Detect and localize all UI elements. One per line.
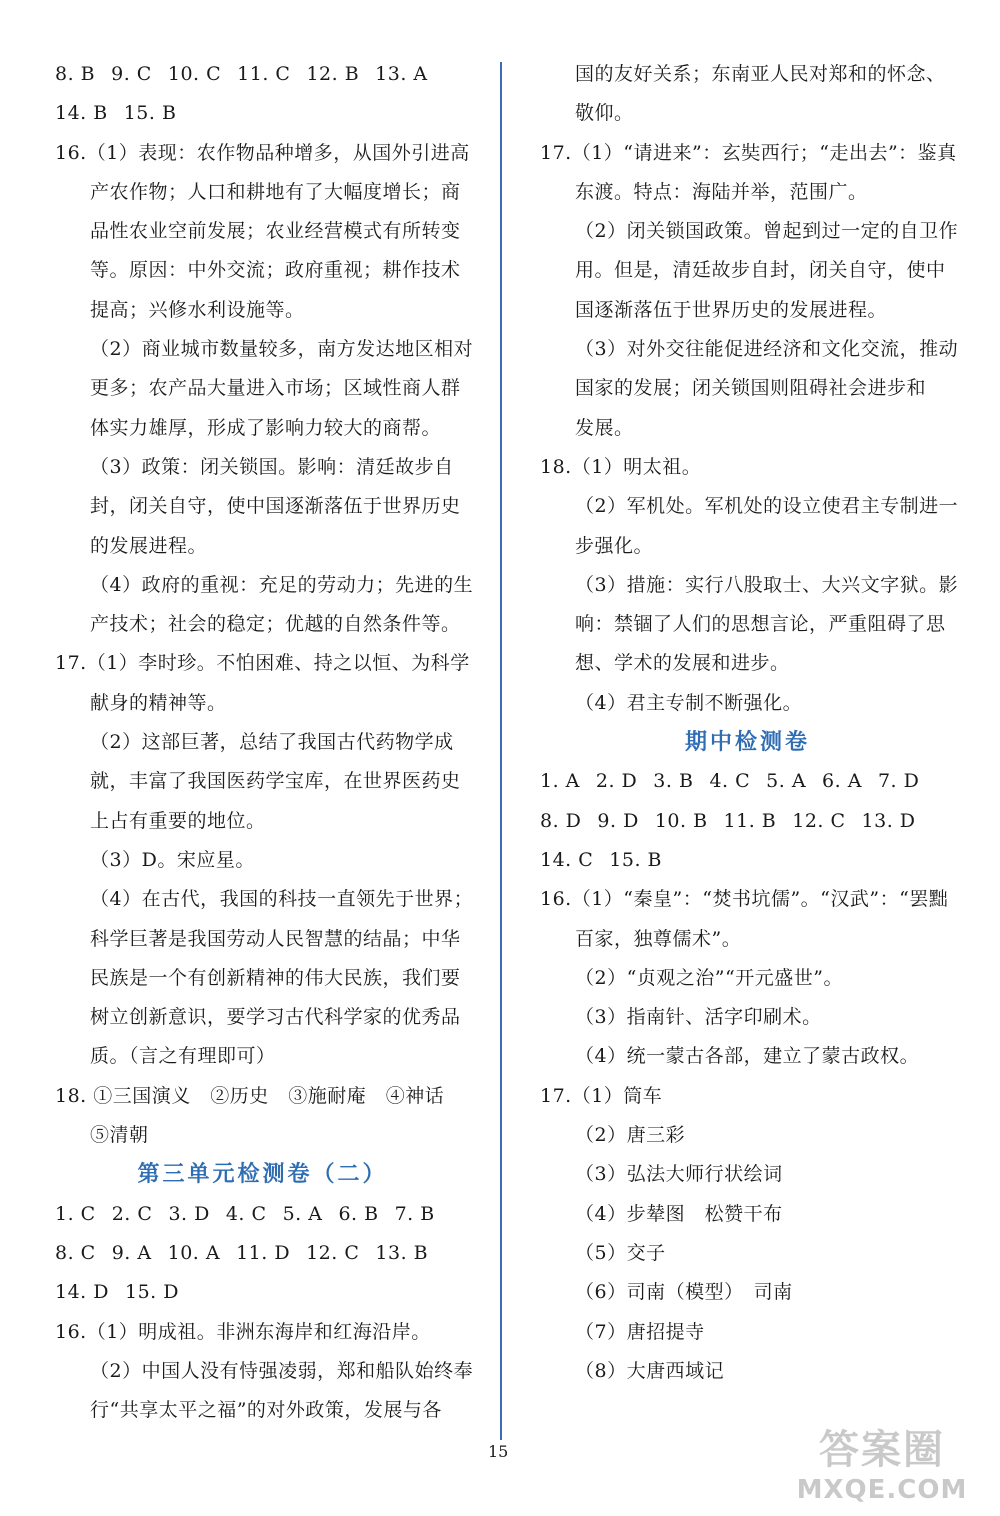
text-line: 树立创新意识，要学习古代科学家的优秀品 — [90, 1006, 461, 1029]
answer-item: 13. A — [375, 63, 428, 85]
text-line: 等。原因：中外交流；政府重视；耕作技术 — [90, 259, 461, 282]
text-line: 民族是一个有创新精神的伟大民族，我们要 — [90, 966, 461, 989]
text-line: （2）闭关锁国政策。曾起到过一定的自卫作 — [575, 220, 959, 243]
answer-item: 15. B — [123, 102, 177, 125]
text-line: （8）大唐西域记 — [575, 1359, 725, 1382]
answer-item: 7. D — [877, 770, 920, 793]
answer-item: 15. D — [125, 1281, 179, 1304]
answer-item: 13. D — [861, 809, 916, 832]
page-number: 15 — [488, 1442, 509, 1461]
answer-item: 14. D — [55, 1281, 109, 1304]
answer-row — [55, 1234, 470, 1273]
text-line: 科学巨著是我国劳动人民智慧的结晶；中华 — [90, 927, 461, 950]
section-heading: 第三单元检测卷（二） — [137, 1162, 388, 1188]
answer-item: 9. C — [111, 63, 152, 85]
answer-item: 3. D — [168, 1202, 210, 1225]
answer-item: 11. D — [236, 1241, 291, 1264]
answer-item: 10. C — [167, 63, 222, 85]
text-line: 上占有重要的地位。 — [90, 809, 266, 832]
text-line: 国逐渐落伍于世界历史的发展进程。 — [575, 298, 888, 321]
text-line: 18.（1）明太祖。 — [540, 455, 702, 478]
text-line: （3）弘法大师行状绘词 — [575, 1163, 783, 1186]
text-line: 17.（1）李时珍。不怕困难、持之以恒、为科学 — [55, 652, 470, 675]
answer-item: 12. B — [306, 63, 360, 85]
watermark-text: 答案圈 — [819, 1427, 945, 1473]
text-line: 18. ①三国演义 ②历史 ③施耐庵 ④神话 — [55, 1084, 445, 1107]
text-line: 敬仰。 — [575, 102, 634, 125]
text-line: 产农作物；人口和耕地有了大幅度增长；商 — [90, 180, 461, 203]
column-divider — [500, 62, 502, 1440]
text-line: 想、学术的发展和进步。 — [575, 652, 790, 675]
answer-row — [55, 1195, 470, 1234]
answer-item: 5. A — [766, 770, 807, 793]
right-column — [540, 55, 959, 1391]
text-line: 体实力雄厚，形成了影响力较大的商帮。 — [90, 416, 442, 439]
answer-row — [55, 1273, 470, 1312]
text-line: （6）司南（模型） 司南 — [575, 1281, 793, 1304]
answer-item: 11. C — [237, 63, 291, 85]
text-line: 国的友好关系；东南亚人民对郑和的怀念、 — [575, 63, 946, 85]
answer-row — [540, 802, 955, 841]
text-line: 就，丰富了我国医药学宝库，在世界医药史 — [90, 770, 461, 793]
answer-item: 1. C — [55, 1202, 96, 1225]
text-line: 的发展进程。 — [90, 534, 208, 557]
text-line: 16.（1）“秦皇”：“焚书坑儒”。“汉武”：“罢黜 — [540, 888, 949, 911]
text-line: （2）中国人没有恃强凌弱，郑和船队始终奉 — [90, 1359, 474, 1382]
answer-item: 13. B — [375, 1241, 429, 1264]
answer-item: 9. D — [597, 809, 639, 832]
text-line: ⑤清朝 — [90, 1124, 149, 1147]
answer-item: 12. C — [306, 1241, 360, 1264]
watermark-url: MXQE.COM — [796, 1475, 968, 1505]
answer-item: 1. A — [540, 770, 580, 793]
text-line: （5）交子 — [575, 1241, 666, 1264]
answer-row — [540, 841, 955, 880]
text-line: 更多；农产品大量进入市场；区域性商人群 — [90, 377, 461, 400]
text-line: 16.（1）明成祖。非洲东海岸和红海沿岸。 — [55, 1320, 431, 1343]
answer-item: 4. C — [225, 1202, 267, 1225]
answer-item: 5. A — [282, 1202, 323, 1225]
text-line: 17.（1）筒车 — [540, 1084, 663, 1107]
text-line: （7）唐招提寺 — [575, 1320, 705, 1343]
text-line: （2）商业城市数量较多，南方发达地区相对 — [90, 338, 474, 361]
answer-item: 6. A — [822, 770, 862, 793]
text-line: 东渡。特点：海陆并举，范围广。 — [575, 180, 868, 203]
text-line: 提高；兴修水利设施等。 — [90, 298, 305, 321]
section-heading: 期中检测卷 — [684, 730, 810, 756]
answer-item: 15. B — [609, 848, 663, 871]
text-line: 16.（1）表现：农作物品种增多，从国外引进高 — [55, 141, 470, 164]
answer-item: 2. C — [111, 1202, 153, 1225]
answer-item: 8. C — [55, 1241, 96, 1264]
text-line: （4）政府的重视：充足的劳动力；先进的生 — [90, 573, 474, 596]
watermark-logo — [782, 1418, 982, 1508]
text-line: （3）指南针、活字印刷术。 — [575, 1006, 822, 1029]
text-line: （3）D。宋应星。 — [90, 848, 255, 871]
answer-item: 3. B — [653, 770, 694, 793]
text-line: （3）对外交往能促进经济和文化交流，推动 — [575, 338, 959, 361]
text-line: 封，闭关自守，使中国逐渐落伍于世界历史 — [90, 495, 461, 518]
answer-row — [55, 94, 470, 133]
text-line: （4）步辇图 松赞干布 — [575, 1202, 783, 1225]
text-line: （2）这部巨著，总结了我国古代药物学成 — [90, 731, 454, 754]
text-line: 发展。 — [575, 416, 634, 439]
text-line: 步强化。 — [575, 534, 654, 557]
text-line: （4）统一蒙古各部，建立了蒙古政权。 — [575, 1045, 920, 1068]
text-line: 质。（言之有理即可） — [90, 1045, 276, 1068]
text-line: （2）军机处。军机处的设立使君主专制进一 — [575, 495, 959, 518]
answer-item: 8. B — [55, 63, 96, 85]
answer-item: 6. B — [338, 1202, 379, 1225]
text-line: 响：禁锢了人们的思想言论，严重阻碍了思 — [575, 613, 946, 636]
text-line: （4）君主专制不断强化。 — [575, 691, 803, 714]
text-line: 行“共享太平之福”的对外政策，发展与各 — [90, 1399, 442, 1422]
text-line: 百家，独尊儒术”。 — [575, 927, 742, 950]
text-line: 用。但是，清廷故步自封，闭关自守，使中 — [575, 259, 946, 282]
left-column — [55, 55, 474, 1430]
text-line: 品性农业空前发展；农业经营模式有所转变 — [90, 220, 461, 243]
answer-item: 4. C — [709, 770, 751, 793]
text-line: 国家的发展；闭关锁国则阻碍社会进步和 — [575, 377, 927, 400]
text-line: （3）措施：实行八股取士、大兴文字狱。影 — [575, 573, 959, 596]
answer-item: 12. C — [792, 809, 846, 832]
answer-row — [55, 55, 470, 94]
answer-item: 10. B — [654, 809, 708, 832]
answer-item: 14. B — [55, 102, 108, 125]
answer-item: 9. A — [111, 1241, 152, 1264]
text-line: 献身的精神等。 — [90, 691, 227, 714]
answer-item: 11. B — [723, 809, 777, 832]
text-line: 产技术；社会的稳定；优越的自然条件等。 — [90, 613, 461, 636]
answer-item: 2. D — [595, 770, 638, 793]
text-line: （2）“贞观之治”“开元盛世”。 — [575, 966, 843, 989]
text-line: （3）政策：闭关锁国。影响：清廷故步自 — [90, 455, 454, 478]
answer-item: 7. B — [394, 1202, 435, 1225]
text-line: （2）唐三彩 — [575, 1124, 686, 1147]
answer-item: 10. A — [167, 1241, 221, 1264]
text-line: 17.（1）“请进来”：玄奘西行；“走出去”：鉴真 — [540, 141, 957, 164]
answer-item: 14. C — [540, 848, 594, 871]
answer-row — [540, 762, 955, 801]
text-line: （4）在古代，我国的科技一直领先于世界； — [90, 888, 474, 911]
answer-item: 8. D — [540, 809, 582, 832]
